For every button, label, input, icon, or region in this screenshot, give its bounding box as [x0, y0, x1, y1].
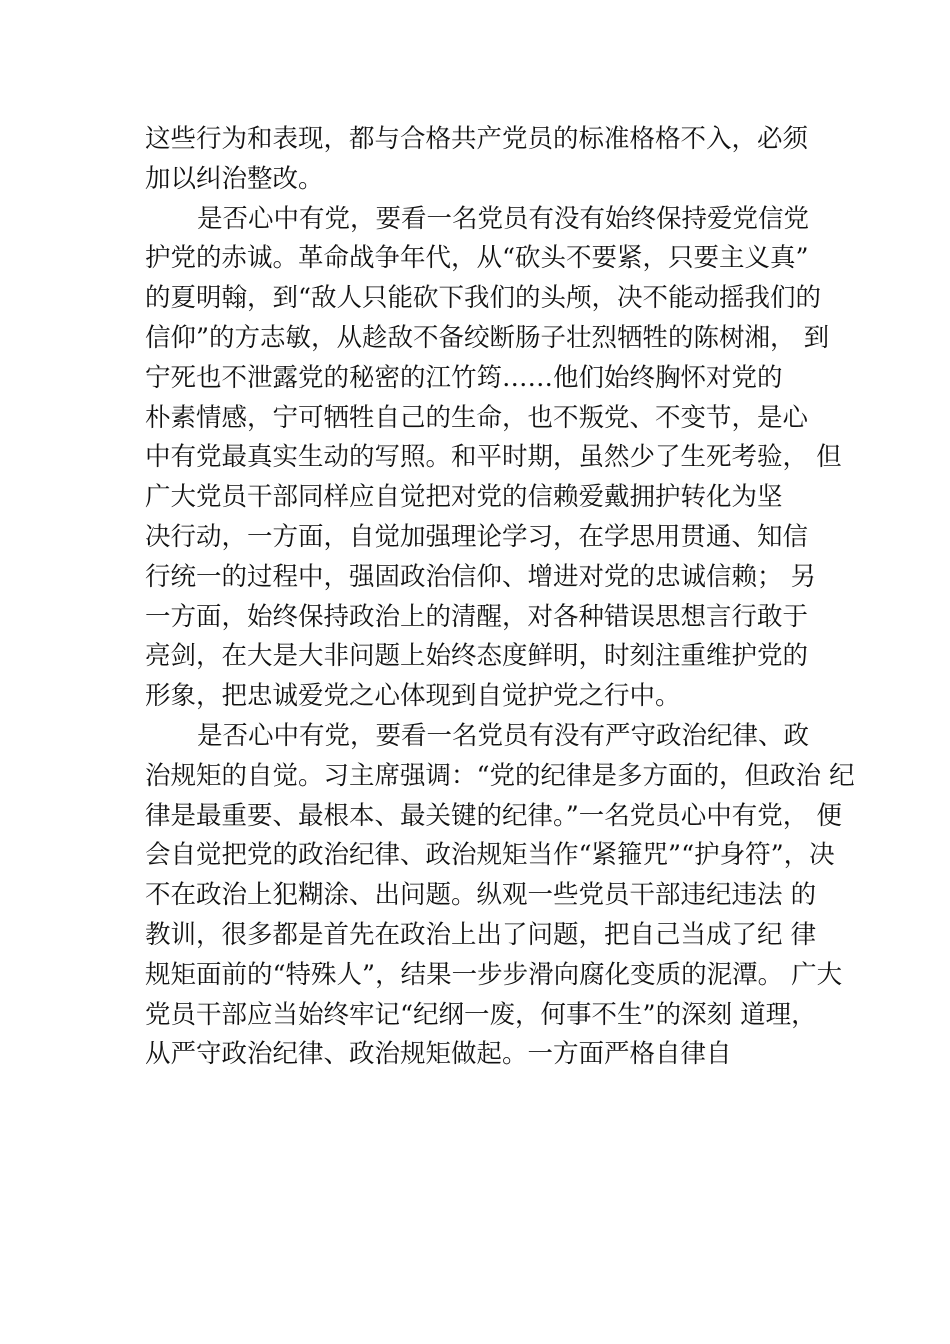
text-line: 中有党最真实生动的写照。和平时期，虽然少了生死考验， 但 [145, 442, 842, 473]
text-line: 规矩面前的“特殊人”，结果一步步滑向腐化变质的泥潭。 广大 [145, 959, 843, 990]
text-line: 一方面，始终保持政治上的清醒，对各种错误思想言行敢于 [145, 601, 809, 632]
text-line: 从严守政治纪律、政治规矩做起。一方面严格自律自 [145, 1039, 732, 1070]
text-line: 宁死也不泄露党的秘密的江竹筠……他们始终胸怀对党的 [145, 362, 783, 393]
text-line: 决行动，一方面，自觉加强理论学习，在学思用贯通、知信 [145, 521, 809, 552]
text-line: 护党的赤诚。革命战争年代，从“砍头不要紧，只要主义真” [145, 243, 809, 274]
text-line: 形象，把忠诚爱党之心体现到自觉护党之行中。 [145, 681, 681, 712]
text-line: 律是最重要、最根本、最关键的纪律。”一名党员心中有党， 便 [145, 800, 842, 831]
document-page [145, 120, 855, 1075]
paragraph [145, 717, 855, 1075]
text-line: 党员干部应当始终牢记“纪纲一废，何事不生”的深刻 道理， [145, 999, 817, 1030]
text-line: 加以纠治整改。 [145, 163, 324, 194]
text-line: 治规矩的自觉。习主席强调：“党的纪律是多方面的，但政治 纪 [145, 760, 855, 791]
text-line: 朴素情感，宁可牺牲自己的生命，也不叛党、不变节，是心 [145, 402, 809, 433]
text-line: 行统一的过程中，强固政治信仰、增进对党的忠诚信赖； 另 [145, 561, 817, 592]
text-line: 会自觉把党的政治纪律、政治规矩当作“紧箍咒”“护身符”，决 [145, 840, 835, 871]
text-line: 亮剑，在大是大非问题上始终态度鲜明，时刻注重维护党的 [145, 641, 809, 672]
text-line: 不在政治上犯糊涂、出问题。纵观一些党员干部违纪违法 的 [145, 880, 817, 911]
paragraph [145, 120, 835, 200]
paragraph [145, 200, 842, 717]
text-line: 教训，很多都是首先在政治上出了问题，把自己当成了纪 律 [145, 919, 817, 950]
text-line: 信仰”的方志敏，从趁敌不备绞断肠子壮烈牺牲的陈树湘， 到 [145, 322, 830, 353]
text-line: 这些行为和表现，都与合格共产党员的标准格格不入，必须 [145, 124, 809, 154]
text-line: 是否心中有党，要看一名党员有没有始终保持爱党信党 [197, 203, 810, 234]
text-line: 是否心中有党，要看一名党员有没有严守政治纪律、政 [197, 720, 810, 751]
text-line: 广大党员干部同样应自觉把对党的信赖爱戴拥护转化为坚 [145, 482, 783, 513]
text-line: 的夏明翰，到“敌人只能砍下我们的头颅，决不能动摇我们的 [145, 283, 822, 314]
